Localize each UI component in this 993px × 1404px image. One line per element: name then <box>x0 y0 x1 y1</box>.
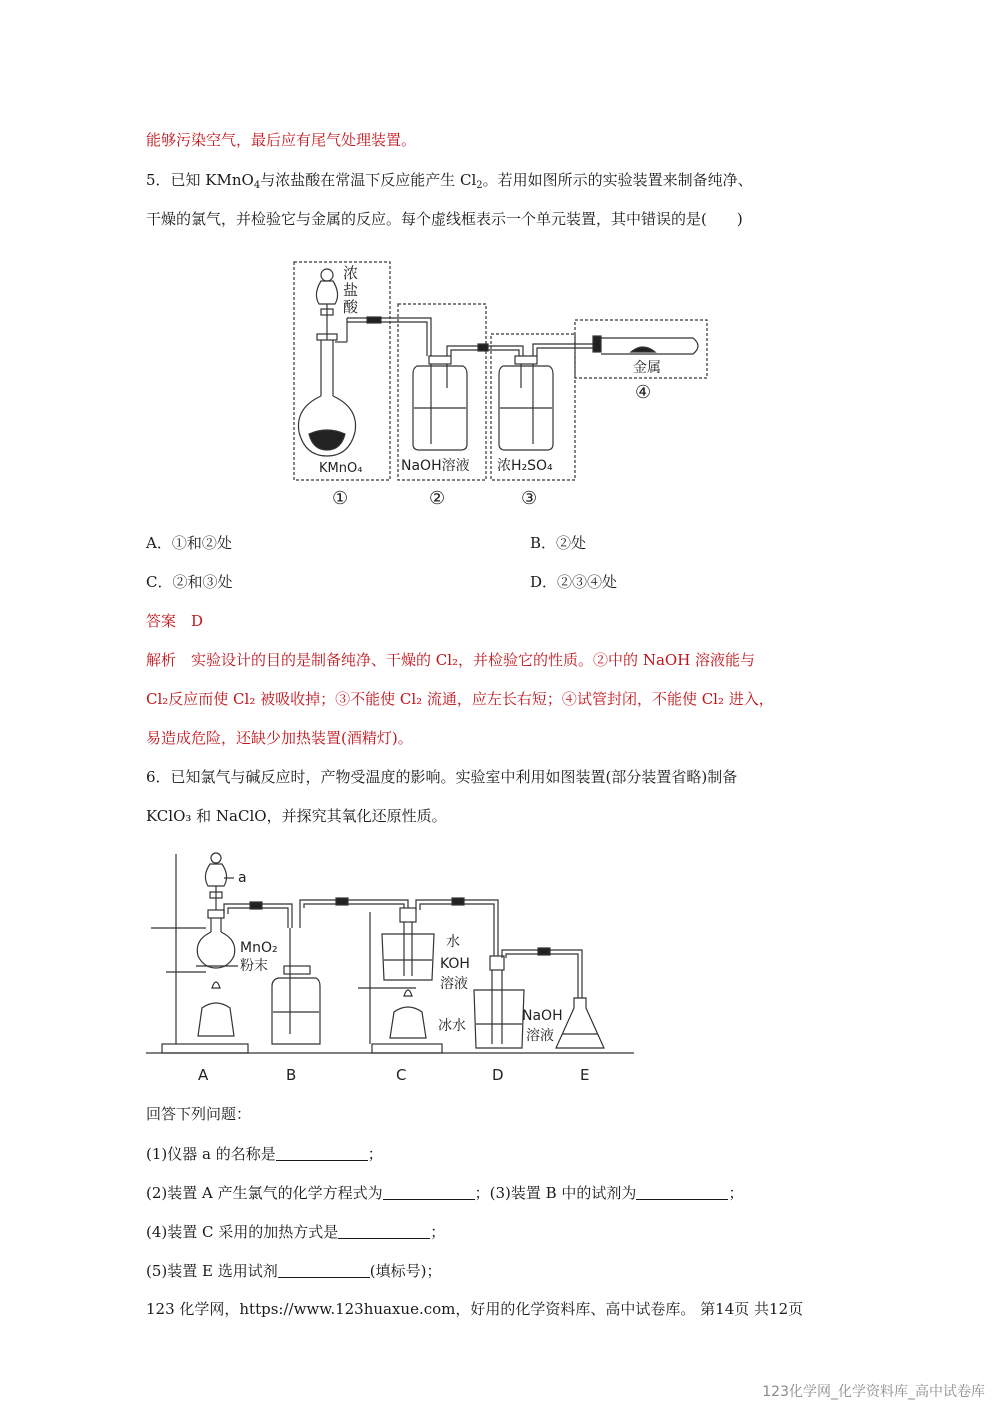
q5-answer: 答案 D <box>146 612 204 630</box>
label-koh: KOH <box>440 956 470 972</box>
q6-apparatus-figure <box>146 848 636 1088</box>
page-footer: 123 化学网，https://www.123huaxue.com，好用的化学资料库、高中试卷库。 第14页 共12页 <box>146 1300 804 1318</box>
watermark: 123化学网_化学资料库_高中试卷库 <box>762 1384 985 1400</box>
q5-stem-part: 与浓盐酸在常温下反应能产生 Cl <box>260 171 477 189</box>
q6-sub4-text: (4)装置 C 采用的加热方式是 <box>146 1223 339 1241</box>
q5-stem-line1 <box>146 170 753 190</box>
option-a: A．①和②处 <box>146 534 232 552</box>
q6-sub5-text: (5)装置 E 选用试剂 <box>146 1262 278 1280</box>
unit-number-4: ④ <box>635 382 652 403</box>
metal-label: 金属 <box>633 360 661 376</box>
label-koh-solution: 溶液 <box>440 976 468 992</box>
option-c: C．②和③处 <box>146 573 233 591</box>
q6-stem-line1: 6．已知氯气与碱反应时，产物受温度的影响。实验室中利用如图装置(部分装置省略)制备 <box>146 768 738 786</box>
label-mno2: MnO₂ <box>240 940 278 956</box>
label-naoh: NaOH <box>522 1008 563 1024</box>
naoh-label: NaOH溶液 <box>401 458 470 474</box>
label-naoh-solution: 溶液 <box>526 1028 554 1044</box>
q5-stem-line2: 干燥的氯气，并检验它与金属的反应。每个虚线框表示一个单元装置，其中错误的是( ) <box>146 210 743 228</box>
q5-stem-sub: 4 <box>253 180 261 191</box>
q5-stem-part: 。若用如图所示的实验装置来制备纯净、 <box>482 171 753 189</box>
intro-line: 能够污染空气，最后应有尾气处理装置。 <box>146 131 417 149</box>
kmno4-label: KMnO₄ <box>319 461 363 476</box>
apparatus-label-e: E <box>580 1066 590 1084</box>
answer-blank-1[interactable] <box>276 1146 368 1161</box>
q6-sub3-text: ；(3)装置 B 中的试剂为 <box>474 1184 637 1202</box>
q6-sub4-end: ； <box>430 1223 446 1241</box>
label-water: 水 <box>446 934 460 950</box>
unit-number-1: ① <box>332 488 349 509</box>
q6-sub5 <box>146 1261 441 1281</box>
unit2-box <box>398 304 486 480</box>
q6-sub1 <box>146 1144 383 1164</box>
q6-stem-line2: KClO₃ 和 NaClO，并探究其氧化还原性质。 <box>146 807 447 825</box>
q6-sub1-text: (1)仪器 a 的名称是 <box>146 1145 276 1163</box>
q5-analysis-line3: 易造成危险，还缺少加热装置(酒精灯)。 <box>146 729 413 747</box>
unit-number-3: ③ <box>521 488 538 509</box>
answer-blank-4[interactable] <box>338 1224 430 1239</box>
label-powder: 粉末 <box>240 958 268 974</box>
label-ice-water: 冰水 <box>438 1018 466 1034</box>
answer-blank-5[interactable] <box>278 1263 370 1278</box>
unit1-box <box>294 262 390 480</box>
q6-sub2-text: (2)装置 A 产生氯气的化学方程式为 <box>146 1184 383 1202</box>
q5-stem-sub: 2 <box>476 180 483 191</box>
apparatus-label-d: D <box>492 1066 504 1084</box>
label-a: a <box>238 870 247 886</box>
option-b: B．②处 <box>530 534 587 552</box>
answer-blank-3[interactable] <box>636 1185 728 1200</box>
apparatus-label-a: A <box>198 1066 209 1084</box>
apparatus-label-c: C <box>396 1066 407 1084</box>
q6-sub5-end: (填标号)； <box>369 1262 442 1280</box>
acid-label-3: 酸 <box>343 298 359 316</box>
q5-apparatus-figure <box>283 248 711 514</box>
answer-blank-2[interactable] <box>383 1185 475 1200</box>
q6-prompt: 回答下列问题： <box>146 1105 252 1123</box>
h2so4-label: 浓H₂SO₄ <box>497 458 553 474</box>
option-d: D．②③④处 <box>530 573 618 591</box>
apparatus-label-b: B <box>286 1066 297 1084</box>
acid-label-2: 盐 <box>343 281 359 299</box>
q6-sub4 <box>146 1222 445 1242</box>
q5-analysis-line2: Cl₂反应而使 Cl₂ 被吸收掉；③不能使 Cl₂ 流通，应左长右短；④试管封闭，不能使 Cl₂ 进入， <box>146 690 774 708</box>
q5-stem-part: 5．已知 KMnO <box>146 171 254 189</box>
q6-sub2 <box>146 1183 743 1203</box>
q6-sub3-end: ； <box>728 1184 744 1202</box>
q5-analysis-line1: 解析 实验设计的目的是制备纯净、干燥的 Cl₂，并检验它的性质。②中的 NaOH 溶液能与 <box>146 651 756 669</box>
q6-sub1-end: ； <box>367 1145 383 1163</box>
unit-number-2: ② <box>429 488 446 509</box>
acid-label-1: 浓 <box>343 264 359 282</box>
